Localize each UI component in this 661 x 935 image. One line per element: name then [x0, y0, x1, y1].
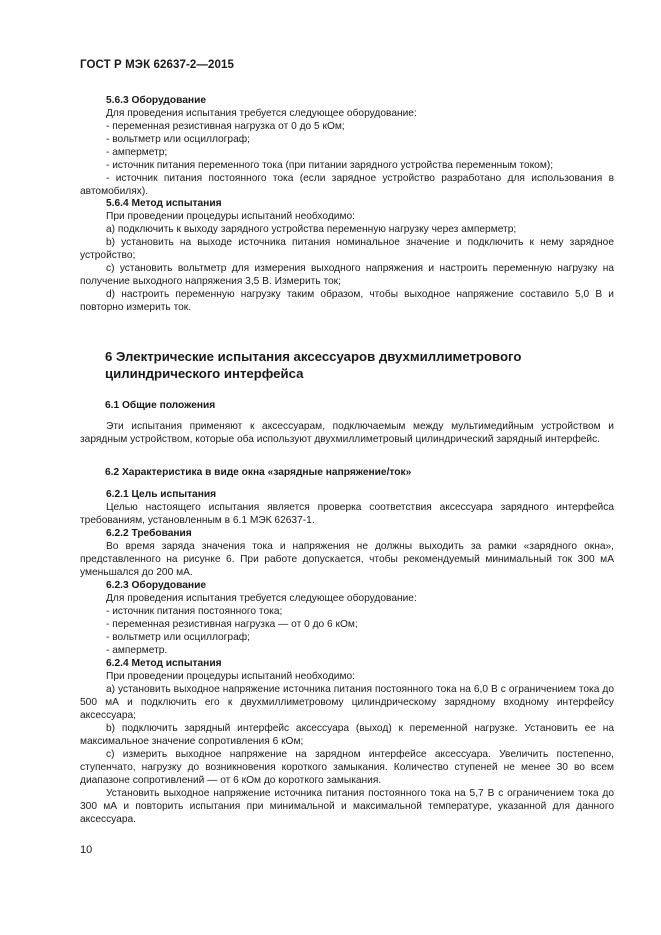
paragraph: Для проведения испытания требуется следующее оборудование:	[106, 593, 417, 604]
chapter-title: 6 Электрические испытания аксессуаров двухмиллиметрового цилиндрического интерфейса	[105, 349, 522, 381]
list-item: c) измерить выходное напряжение на зарядном интерфейсе аксессуара. Увеличить постепенно, ступенчато, нагрузку до возникновения короткого замыкания. Количество ступеней не менее 30 во всем диапазоне сопротивлений — от 6 кОм до короткого замыкания.	[80, 749, 614, 786]
list-item: - амперметр;	[106, 147, 168, 158]
section-5-6-4	[80, 197, 614, 314]
paragraph: Во время заряда значения тока и напряжения не должны выходить за рамки «зарядного окна», представленного на рисунке 6. При работе допускается, чтобы рекомендуемый минимальный ток 300 мА уменьшался до 200 мА.	[80, 541, 614, 578]
paragraph: При проведении процедуры испытаний необходимо:	[106, 671, 355, 682]
paragraph: Для проведения испытания требуется следующее оборудование:	[106, 108, 417, 119]
page-number: 10	[80, 844, 93, 856]
list-item: b) подключить зарядный интерфейс аксессуара (выход) к переменной нагрузке. Установить ее на максимальное значение сопротивления 6 кОм;	[80, 723, 614, 747]
section-title: 6.1 Общие положения	[105, 400, 216, 411]
list-item: d) настроить переменную нагрузку таким образом, чтобы выходное напряжение составило 5,0 В и повторно измерить ток.	[80, 289, 614, 313]
list-item: b) установить на выходе источника питания номинальное значение и подключить к нему зарядное устройство;	[80, 237, 614, 261]
section-title: 6.2.1 Цель испытания	[106, 489, 217, 500]
list-item: - источник питания постоянного тока (если зарядное устройство разработано для использования в автомобилях).	[80, 173, 614, 197]
list-item: - источник питания постоянного тока;	[106, 606, 283, 617]
section-title: 6.2.2 Требования	[106, 528, 192, 539]
list-item: - переменная резистивная нагрузка от 0 до 5 кОм;	[106, 121, 345, 132]
section-title: 6.2.3 Оборудование	[106, 580, 206, 591]
paragraph: Эти испытания применяют к аксессуарам, подключаемым между мультимедийным устройством и зарядным устройством, которые оба используют двухмиллиметровый цилиндрический зарядный интерфейс.	[80, 421, 614, 445]
list-item: - амперметр.	[106, 645, 168, 656]
section-title: 5.6.3 Оборудование	[106, 95, 206, 106]
paragraph: При проведении процедуры испытаний необходимо:	[106, 211, 355, 222]
paragraph: Установить выходное напряжение источника питания постоянного тока на 5,7 В с ограничением тока до 300 мА и повторить испытания при минимальной и максимальной температуре, указанной для данного аксессуара.	[80, 788, 614, 825]
paragraph: Целью настоящего испытания является проверка соответствия аксессуара зарядного интерфейса требованиям, установленным в 6.1 МЭК 62637-1.	[80, 502, 614, 526]
list-item: - вольтметр или осциллограф;	[106, 632, 250, 643]
section-6-1	[80, 420, 614, 446]
list-item: - вольтметр или осциллограф;	[106, 134, 250, 145]
list-item: a) установить выходное напряжение источника питания постоянного тока на 6,0 В с ограничением тока до 500 мА и подключить его к двухмиллиметровому цилиндрическому зарядному входному интерфейсу аксессуара;	[80, 684, 614, 721]
document-header: ГОСТ Р МЭК 62637-2—2015	[80, 59, 234, 71]
list-item: - переменная резистивная нагрузка — от 0 до 6 кОм;	[106, 619, 358, 630]
list-item: c) установить вольтметр для измерения выходного напряжения и настроить переменную нагрузку на получение выходного напряжения 3,5 В. Измерить ток;	[80, 263, 614, 287]
section-title: 5.6.4 Метод испытания	[106, 198, 222, 209]
section-title: 6.2 Характеристика в виде окна «зарядные напряжение/ток»	[105, 467, 412, 478]
list-item: - источник питания переменного тока (при питании зарядного устройства переменным током);	[106, 160, 554, 171]
list-item: a) подключить к выходу зарядного устройства переменную нагрузку через амперметр;	[106, 224, 517, 235]
section-title: 6.2.4 Метод испытания	[106, 658, 222, 669]
section-5-6-3	[80, 94, 614, 198]
section-6-2-body	[80, 488, 614, 826]
